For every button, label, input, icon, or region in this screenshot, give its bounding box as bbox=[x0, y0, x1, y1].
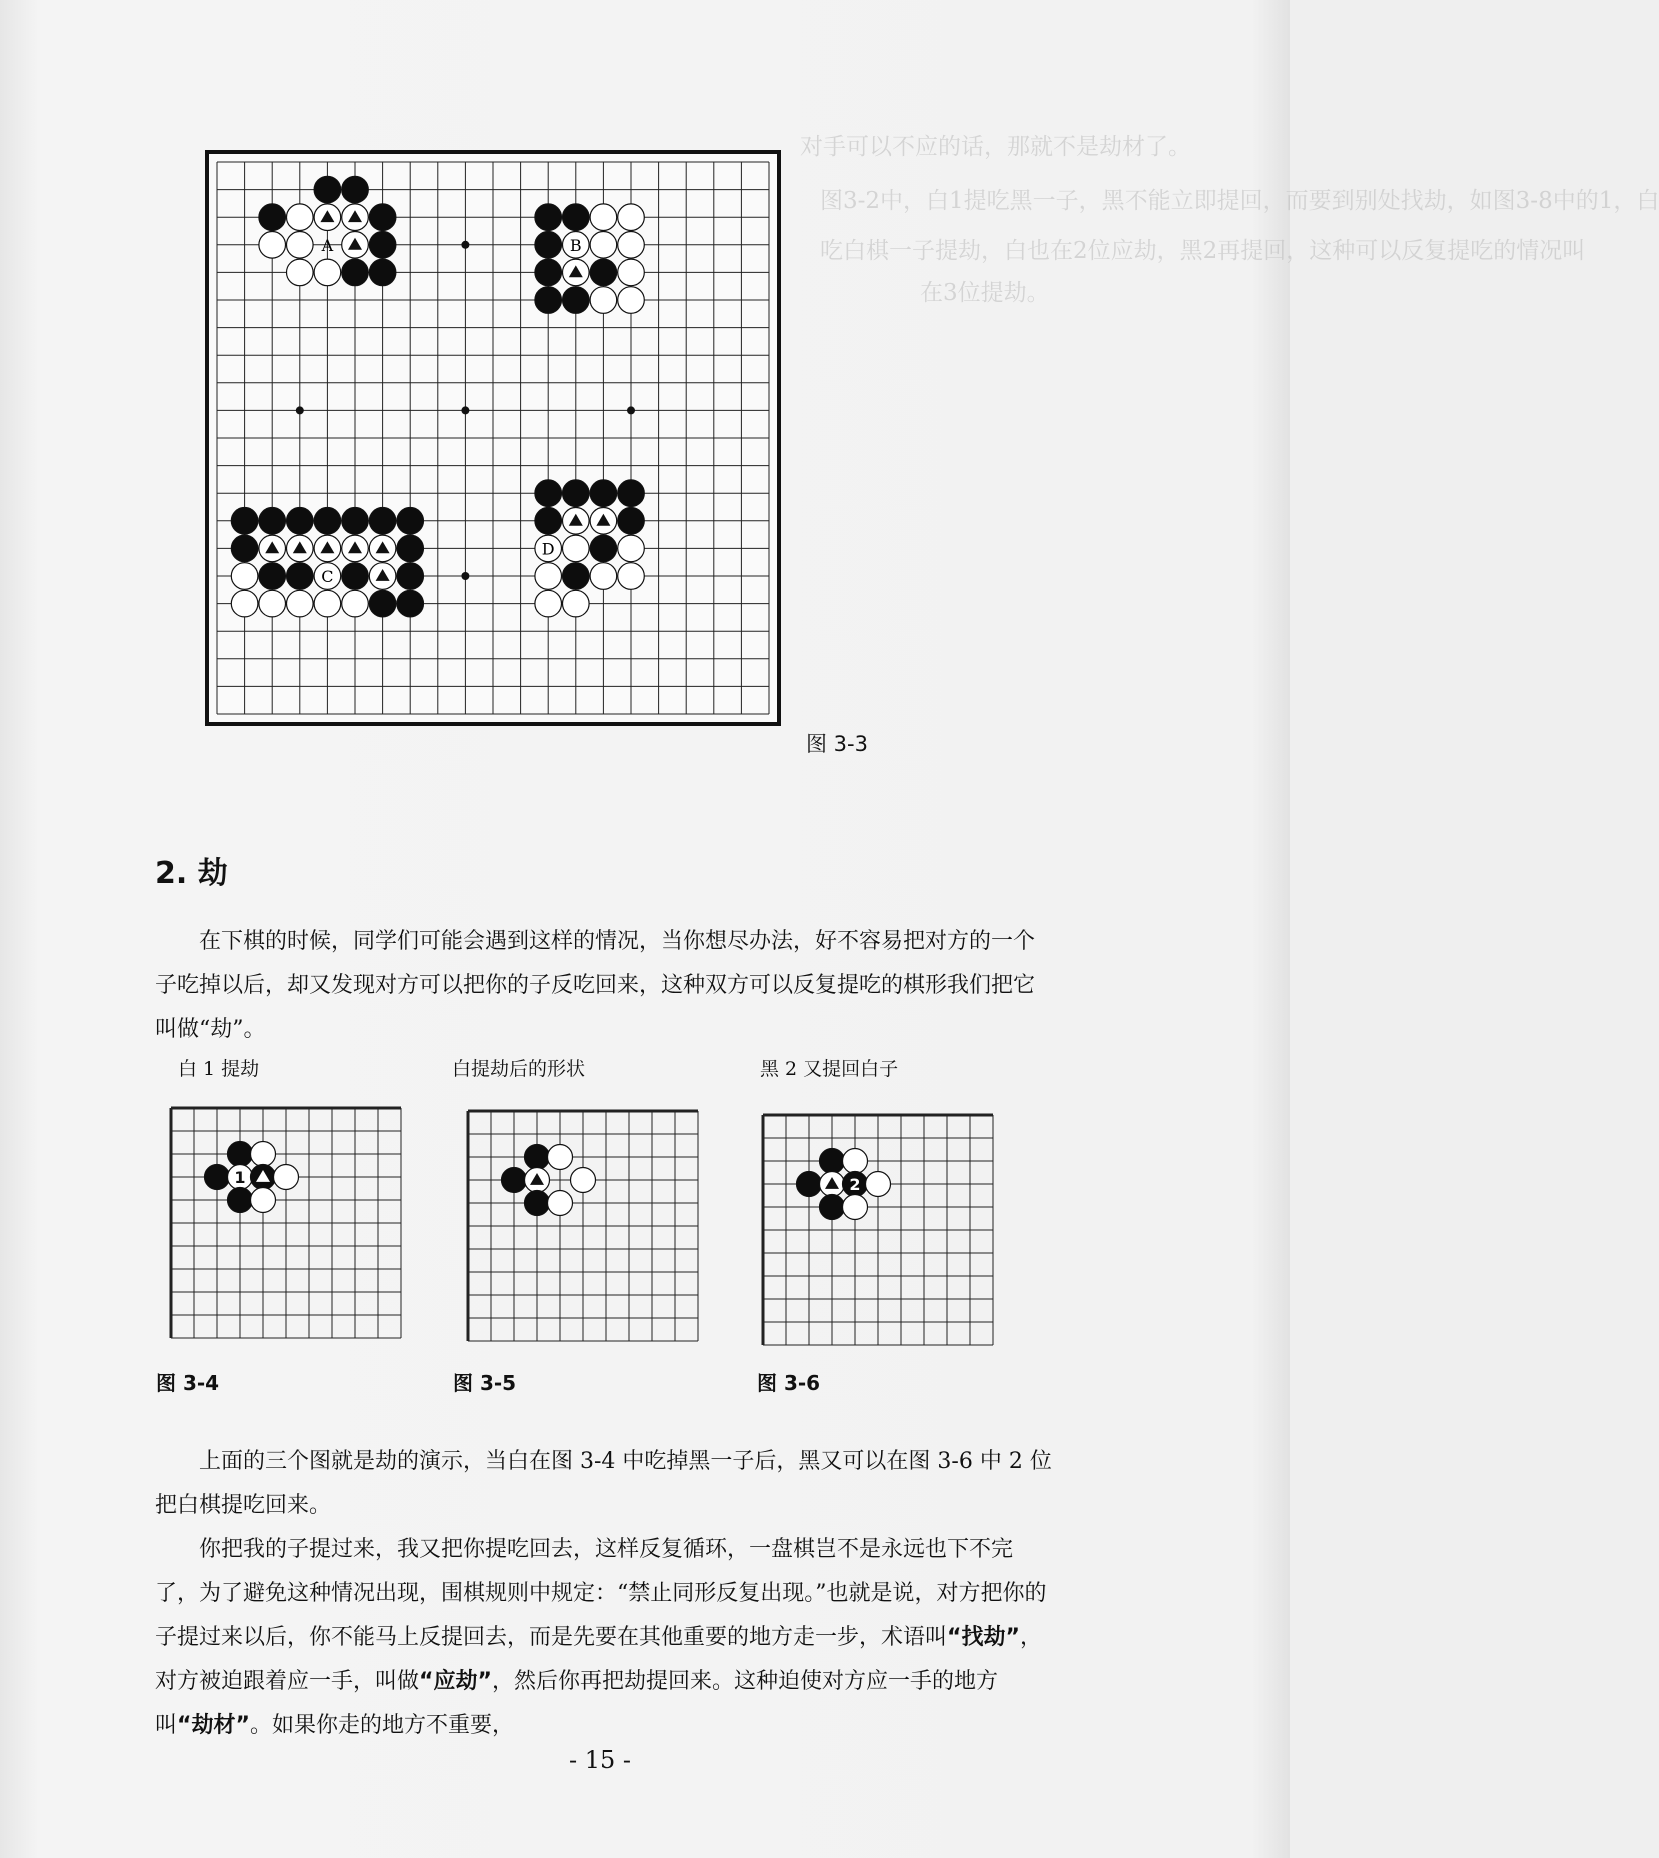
white-stone bbox=[259, 590, 286, 617]
black-stone bbox=[205, 1165, 230, 1190]
go-board-3-5 bbox=[465, 1108, 715, 1358]
white-stone bbox=[563, 535, 590, 562]
term-jiecai: “劫材” bbox=[177, 1713, 250, 1738]
white-stone bbox=[231, 563, 258, 590]
go-board-main bbox=[205, 150, 795, 745]
black-stone bbox=[525, 1145, 550, 1170]
fig-3-4-caption: 图 3-4 bbox=[156, 1371, 220, 1395]
board-fig-3-6 bbox=[760, 1112, 1010, 1362]
white-stone bbox=[590, 232, 617, 259]
position-label-B: B bbox=[569, 235, 582, 255]
black-stone bbox=[287, 563, 314, 590]
paragraph-3 bbox=[155, 1528, 1055, 1748]
black-stone bbox=[397, 508, 424, 535]
board-fig-3-5 bbox=[465, 1108, 715, 1358]
paragraph-3-part-b: ，对方被迫跟着应一手，叫做 bbox=[155, 1625, 1042, 1694]
black-stone bbox=[525, 1191, 550, 1216]
black-stone bbox=[314, 176, 341, 203]
star-point bbox=[461, 406, 469, 414]
white-stone bbox=[618, 563, 645, 590]
white-stone bbox=[342, 590, 369, 617]
section-heading: 2. 劫 bbox=[155, 856, 228, 891]
white-stone bbox=[548, 1191, 573, 1216]
black-stone bbox=[342, 259, 369, 286]
white-stone bbox=[548, 1145, 573, 1170]
board-fig-3-4 bbox=[168, 1105, 418, 1355]
move-number: 1 bbox=[234, 1168, 246, 1187]
white-stone bbox=[590, 204, 617, 231]
black-stone bbox=[590, 480, 617, 507]
white-stone bbox=[251, 1188, 276, 1213]
black-stone bbox=[820, 1195, 845, 1220]
black-stone bbox=[618, 480, 645, 507]
black-stone bbox=[535, 287, 562, 314]
white-stone bbox=[287, 590, 314, 617]
paragraph-1-text: 在下棋的时候，同学们可能会遇到这样的情况，当你想尽办法，好不容易把对方的一个子吃掉以后，却又发现对方可以把你的子反吃回来，这种双方可以反复提吃的棋形我们把它叫做“劫”。 bbox=[155, 929, 1036, 1042]
paragraph-3-text bbox=[155, 1528, 1055, 1748]
white-stone bbox=[287, 232, 314, 259]
black-stone bbox=[563, 287, 590, 314]
star-point bbox=[296, 406, 304, 414]
black-stone bbox=[342, 563, 369, 590]
board-bg bbox=[465, 1108, 715, 1358]
main-board-figure bbox=[205, 150, 795, 745]
white-stone bbox=[535, 590, 562, 617]
position-label-A: A bbox=[321, 235, 334, 255]
star-point bbox=[461, 572, 469, 580]
black-stone bbox=[563, 204, 590, 231]
fig-3-5-caption: 图 3-5 bbox=[453, 1371, 517, 1395]
fig-3-6-subtitle: 黑 2 又提回白子 bbox=[760, 1058, 899, 1080]
black-stone bbox=[314, 508, 341, 535]
page-number: - 15 - bbox=[568, 1746, 631, 1774]
black-stone bbox=[397, 590, 424, 617]
black-stone bbox=[535, 508, 562, 535]
black-stone bbox=[228, 1188, 253, 1213]
white-stone bbox=[287, 259, 314, 286]
black-stone bbox=[535, 232, 562, 259]
ghost-line-3: 吃白棋一子提劫，白也在2位应劫，黑2再提回，这种可以反复提吃的情况叫 bbox=[820, 238, 1586, 264]
black-stone bbox=[342, 176, 369, 203]
position-label-D: D bbox=[541, 539, 555, 559]
go-board-3-4 bbox=[168, 1105, 418, 1355]
black-stone bbox=[590, 259, 617, 286]
go-board-3-6 bbox=[760, 1112, 1010, 1362]
black-stone bbox=[535, 259, 562, 286]
white-stone bbox=[618, 287, 645, 314]
black-stone bbox=[590, 535, 617, 562]
white-stone bbox=[274, 1165, 299, 1190]
paragraph-1 bbox=[155, 920, 1055, 1052]
white-stone bbox=[843, 1149, 868, 1174]
black-stone bbox=[535, 204, 562, 231]
position-label-C: C bbox=[321, 567, 334, 586]
fig-3-5-subtitle: 白提劫后的形状 bbox=[452, 1058, 586, 1080]
black-stone bbox=[259, 508, 286, 535]
paragraph-2-text: 上面的三个图就是劫的演示，当白在图 3-4 中吃掉黑一子后，黑又可以在图 3-6 中 2 位把白棋提吃回来。 bbox=[155, 1449, 1052, 1518]
ghost-line-2: 图3-2中，白1提吃黑一子，黑不能立即提回，而要到别处找劫，如图3-8中的1，白 bbox=[820, 188, 1659, 214]
paragraph-2 bbox=[155, 1440, 1055, 1528]
paragraph-3-part-c: ，然后你再把劫提回来。这种迫使对方应一手的地方叫 bbox=[155, 1669, 998, 1738]
board-bg bbox=[760, 1112, 1010, 1362]
black-stone bbox=[287, 508, 314, 535]
black-stone bbox=[231, 535, 258, 562]
white-stone bbox=[287, 204, 314, 231]
black-stone bbox=[259, 563, 286, 590]
black-stone bbox=[618, 508, 645, 535]
fig-3-4-subtitle: 白 1 提劫 bbox=[178, 1058, 260, 1080]
term-zhaojie: “找劫” bbox=[947, 1625, 1020, 1650]
white-stone bbox=[590, 287, 617, 314]
star-point bbox=[461, 241, 469, 249]
white-stone bbox=[314, 590, 341, 617]
black-stone bbox=[231, 508, 258, 535]
black-stone bbox=[369, 259, 396, 286]
black-stone bbox=[563, 563, 590, 590]
white-stone bbox=[571, 1168, 596, 1193]
black-stone bbox=[397, 535, 424, 562]
black-stone bbox=[228, 1142, 253, 1167]
black-stone bbox=[342, 508, 369, 535]
paragraph-3-part-a: 你把我的子提过来，我又把你提吃回去，这样反复循环，一盘棋岂不是永远也下不完了，为了避免这种情况出现，围棋规则中规定：“禁止同形反复出现。”也就是说，对方把你的子提过来以后，你不能马上反提回去，而是先要在其他重要的地方走一步，术语叫 bbox=[155, 1537, 1047, 1650]
white-stone bbox=[866, 1172, 891, 1197]
white-stone bbox=[314, 259, 341, 286]
move-number: 2 bbox=[849, 1175, 861, 1194]
paragraph-3-part-d: 。如果你走的地方不重要， bbox=[249, 1713, 514, 1738]
white-stone bbox=[843, 1195, 868, 1220]
white-stone bbox=[535, 563, 562, 590]
black-stone bbox=[502, 1168, 527, 1193]
black-stone bbox=[397, 563, 424, 590]
black-stone bbox=[535, 480, 562, 507]
ghost-line-1: 对手可以不应的话，那就不是劫材了。 bbox=[800, 134, 1191, 160]
black-stone bbox=[369, 232, 396, 259]
white-stone bbox=[618, 204, 645, 231]
black-stone bbox=[369, 204, 396, 231]
star-point bbox=[627, 406, 635, 414]
white-stone bbox=[618, 535, 645, 562]
white-stone bbox=[251, 1142, 276, 1167]
white-stone bbox=[231, 590, 258, 617]
black-stone bbox=[259, 204, 286, 231]
black-stone bbox=[369, 508, 396, 535]
white-stone bbox=[590, 563, 617, 590]
black-stone bbox=[820, 1149, 845, 1174]
white-stone bbox=[259, 232, 286, 259]
ghost-line-4: 在3位提劫。 bbox=[920, 280, 1050, 306]
white-stone bbox=[563, 590, 590, 617]
white-stone bbox=[618, 232, 645, 259]
board-bg bbox=[168, 1105, 418, 1355]
black-stone bbox=[563, 480, 590, 507]
figure-3-3-caption: 图 3-3 bbox=[806, 732, 868, 756]
black-stone bbox=[797, 1172, 822, 1197]
term-yingjie: “应劫” bbox=[419, 1669, 492, 1694]
black-stone bbox=[369, 590, 396, 617]
white-stone bbox=[618, 259, 645, 286]
fig-3-6-caption: 图 3-6 bbox=[757, 1371, 821, 1395]
